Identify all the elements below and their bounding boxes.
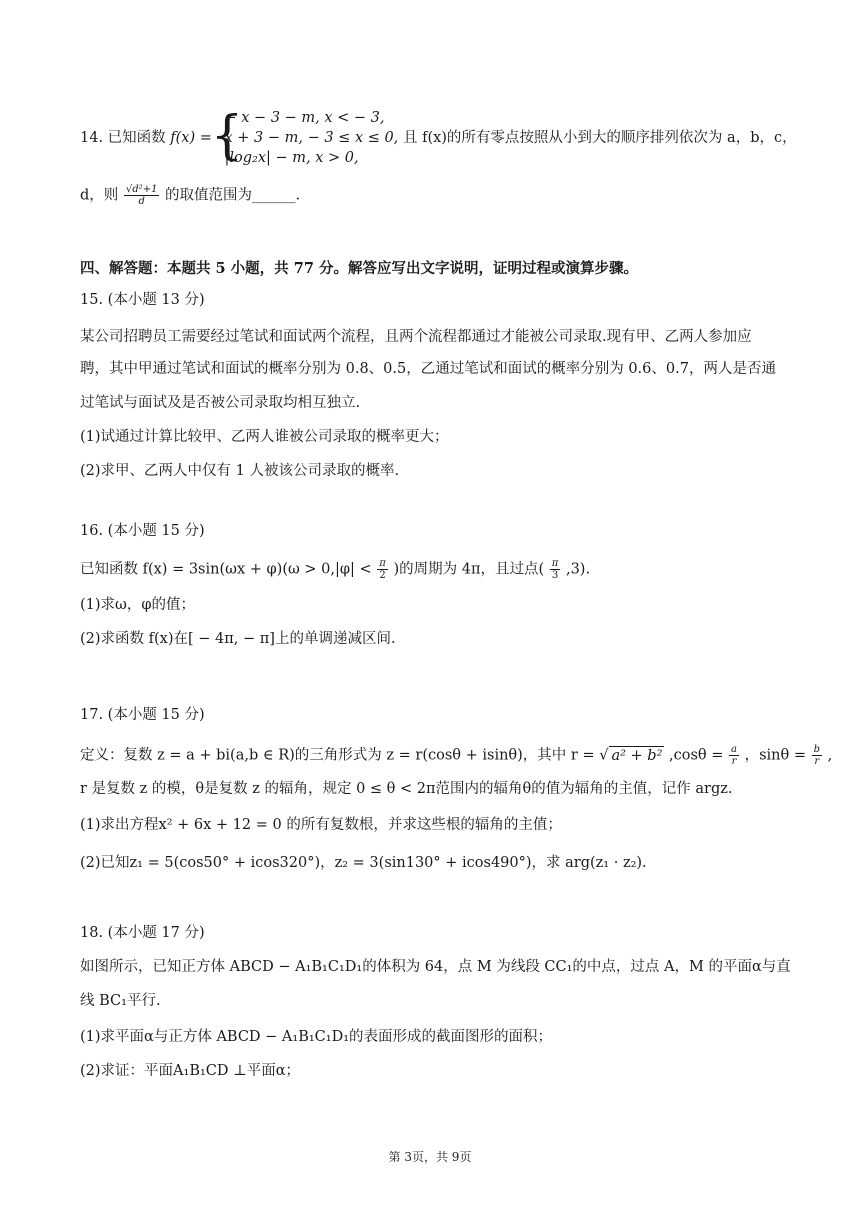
q18-paragraph-line1: 如图所示，已知正方体 ABCD − A₁B₁C₁D₁的体积为 64，点 M 为线段 CC₁的中点，过点 A，M 的平面α与直 [80,959,791,975]
q14-line2-suffix: 的取值范围为______. [165,187,301,204]
q16-pi3-den: 3 [551,570,559,581]
q17-title: 17. (本小题 15 分) [80,707,205,723]
q15-title: 15. (本小题 13 分) [80,292,205,308]
q16-title: 16. (本小题 15 分) [80,523,205,539]
q14-case3: |log₂x| − m, x > 0, [224,150,359,166]
brace-icon: { [210,106,244,166]
q18-paragraph-line2: 线 BC₁平行. [80,993,161,1009]
q14-number: 14. 已知函数 [80,130,166,146]
q17-text-b: ,cosθ = [669,747,724,764]
q14-line1 [80,108,797,168]
q15-subquestion-2: (2)求甲、乙两人中仅有 1 人被该公司录取的概率. [80,463,400,479]
q16-fraction-pi-2 [377,558,388,581]
sqrt-icon: √ [599,747,609,764]
q15-paragraph-line1: 某公司招聘员工需要经过笔试和面试两个流程，且两个流程都通过才能被公司录取.现有甲、乙两人参加应 [80,329,752,345]
q16-subquestion-1: (1)求ω，φ的值； [80,597,196,613]
q17-fraction-sin [812,744,822,767]
q17-sqrt-content: a² + b² [611,747,663,764]
section-4-header: 四、解答题：本题共 5 小题，共 77 分。解答应写出文字说明，证明过程或演算步骤。 [80,260,638,277]
q16-pi3-num: π [551,558,559,569]
q17-cos-num: a [731,744,737,755]
q17-paragraph-line2: r 是复数 z 的模，θ是复数 z 的辐角，规定 0 ≤ θ < 2π范围内的辐角θ的值为辐角的主值，记作 argz. [80,781,733,797]
q14-case1: − x − 3 − m, x < − 3, [224,110,385,126]
q16-pi2-den: 2 [379,570,386,581]
q14-line2-prefix: d，则 [80,187,119,204]
q18-title: 18. (本小题 17 分) [80,925,205,941]
q15-subquestion-1: (1)试通过计算比较甲、乙两人谁被公司录取的概率更大； [80,429,449,445]
q17-paragraph-line1 [80,744,832,767]
q16-text-a: 已知函数 f(x) = 3sin(ωx + φ)(ω > 0,|φ| < [80,561,372,578]
q18-subquestion-1: (1)求平面α与正方体 ABCD − A₁B₁C₁D₁的表面形成的截面图形的面积； [80,1029,553,1045]
q14-line2 [80,184,300,207]
q14-piecewise [210,106,399,168]
q17-text-c: ，sinθ = [744,747,806,764]
q14-function-name: f(x) = [170,130,217,146]
q17-text-a: 定义：复数 z = a + bi(a,b ∈ R)的三角形式为 z = r(cosθ + isinθ)，其中 r = [80,747,595,764]
q15-paragraph-line3: 过笔试与面试及是否被公司录取均相互独立. [80,395,361,411]
page-footer: 第 3页，共 9页 [388,1150,472,1164]
q16-text-b: )的周期为 4π，且过点( [393,561,545,578]
q17-subquestion-2: (2)已知z₁ = 5(cos50° + icos320°)，z₂ = 3(sin130° + icos490°)，求 arg(z₁ · z₂). [80,855,647,871]
q14-frac-num: √d²+1 [125,184,158,195]
q14-case2: x + 3 − m, − 3 ≤ x ≤ 0, [224,130,399,146]
q16-subquestion-2: (2)求函数 f(x)在[ − 4π, − π]上的单调递减区间. [80,631,396,647]
q14-fraction [124,184,160,207]
q17-subquestion-1: (1)求出方程x² + 6x + 12 = 0 的所有复数根，并求这些根的辐角的主值； [80,817,562,833]
q14-frac-den: d [138,196,145,207]
q16-paragraph [80,558,590,581]
q16-fraction-pi-3 [550,558,561,581]
q15-paragraph-line2: 聘，其中甲通过笔试和面试的概率分别为 0.8、0.5，乙通过笔试和面试的概率分别为 0.6、0.7，两人是否通 [80,361,776,377]
q18-subquestion-2: (2)求证：平面A₁B₁CD ⊥平面α； [80,1063,301,1079]
q16-pi2-num: π [379,558,386,569]
q17-text-d: , [827,747,833,764]
q17-fraction-cos [729,744,739,767]
q17-sin-num: b [813,744,820,755]
q17-sin-den: r [814,756,820,767]
q14-cases [217,108,399,168]
q17-cos-den: r [731,756,737,767]
q16-text-c: ,3). [565,561,591,578]
q14-after: 且 f(x)的所有零点按照从小到大的顺序排列依次为 a，b，c， [402,130,797,146]
